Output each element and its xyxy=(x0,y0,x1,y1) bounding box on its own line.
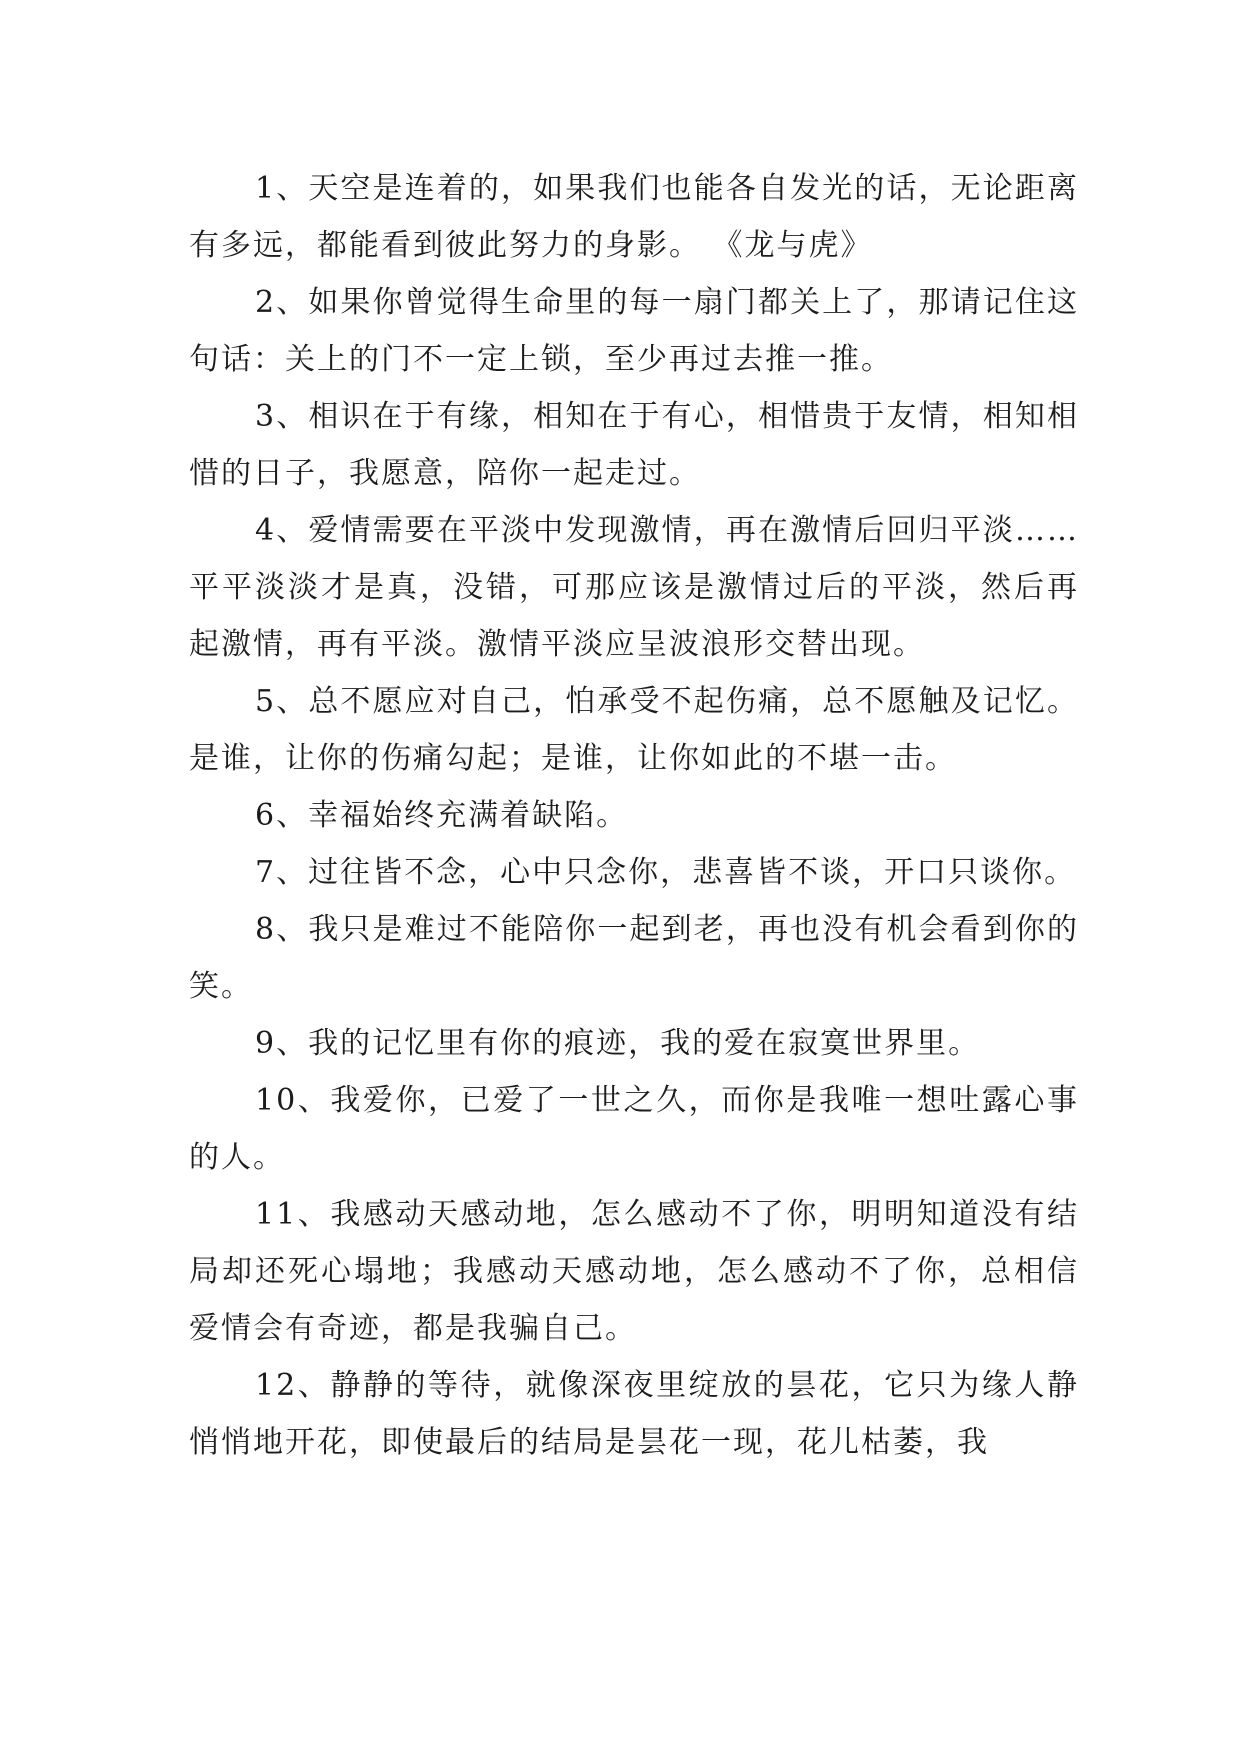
paragraph-2: 2、如果你曾觉得生命里的每一扇门都关上了，那请记住这句话：关上的门不一定上锁，至少再过去推一推。 xyxy=(189,285,1079,377)
paragraph-3: 3、相识在于有缘，相知在于有心，相惜贵于友情，相知相惜的日子，我愿意，陪你一起走过。 xyxy=(189,399,1079,491)
paragraph-11: 11、我感动天感动地，怎么感动不了你，明明知道没有结局却还死心塌地；我感动天感动地，怎么感动不了你，总相信爱情会有奇迹，都是我骗自己。 xyxy=(189,1197,1079,1346)
paragraph-1: 1、天空是连着的，如果我们也能各自发光的话，无论距离有多远，都能看到彼此努力的身影。 《龙与虎》 xyxy=(189,171,1079,263)
paragraph-5: 5、总不愿应对自己，怕承受不起伤痛，总不愿触及记忆。是谁，让你的伤痛勾起；是谁，让你如此的不堪一击。 xyxy=(189,684,1079,776)
paragraph-6: 6、幸福始终充满着缺陷。 xyxy=(255,798,629,833)
paragraph-12: 12、静静的等待，就像深夜里绽放的昙花，它只为缘人静悄悄地开花，即使最后的结局是昙花一现，花儿枯萎，我 xyxy=(189,1368,1079,1460)
paragraph-10: 10、我爱你，已爱了一世之久，而你是我唯一想吐露心事的人。 xyxy=(189,1083,1079,1175)
paragraph-9: 9、我的记忆里有你的痕迹，我的爱在寂寞世界里。 xyxy=(255,1026,981,1061)
paragraph-7: 7、过往皆不念，心中只念你，悲喜皆不谈，开口只谈你。 xyxy=(255,855,1077,890)
paragraph-4: 4、爱情需要在平淡中发现激情，再在激情后回归平淡……平平淡淡才是真，没错，可那应该是激情过后的平淡，然后再起激情，再有平淡。激情平淡应呈波浪形交替出现。 xyxy=(189,513,1079,662)
paragraph-8: 8、我只是难过不能陪你一起到老，再也没有机会看到你的笑。 xyxy=(189,912,1079,1004)
document-body xyxy=(189,160,1079,1471)
